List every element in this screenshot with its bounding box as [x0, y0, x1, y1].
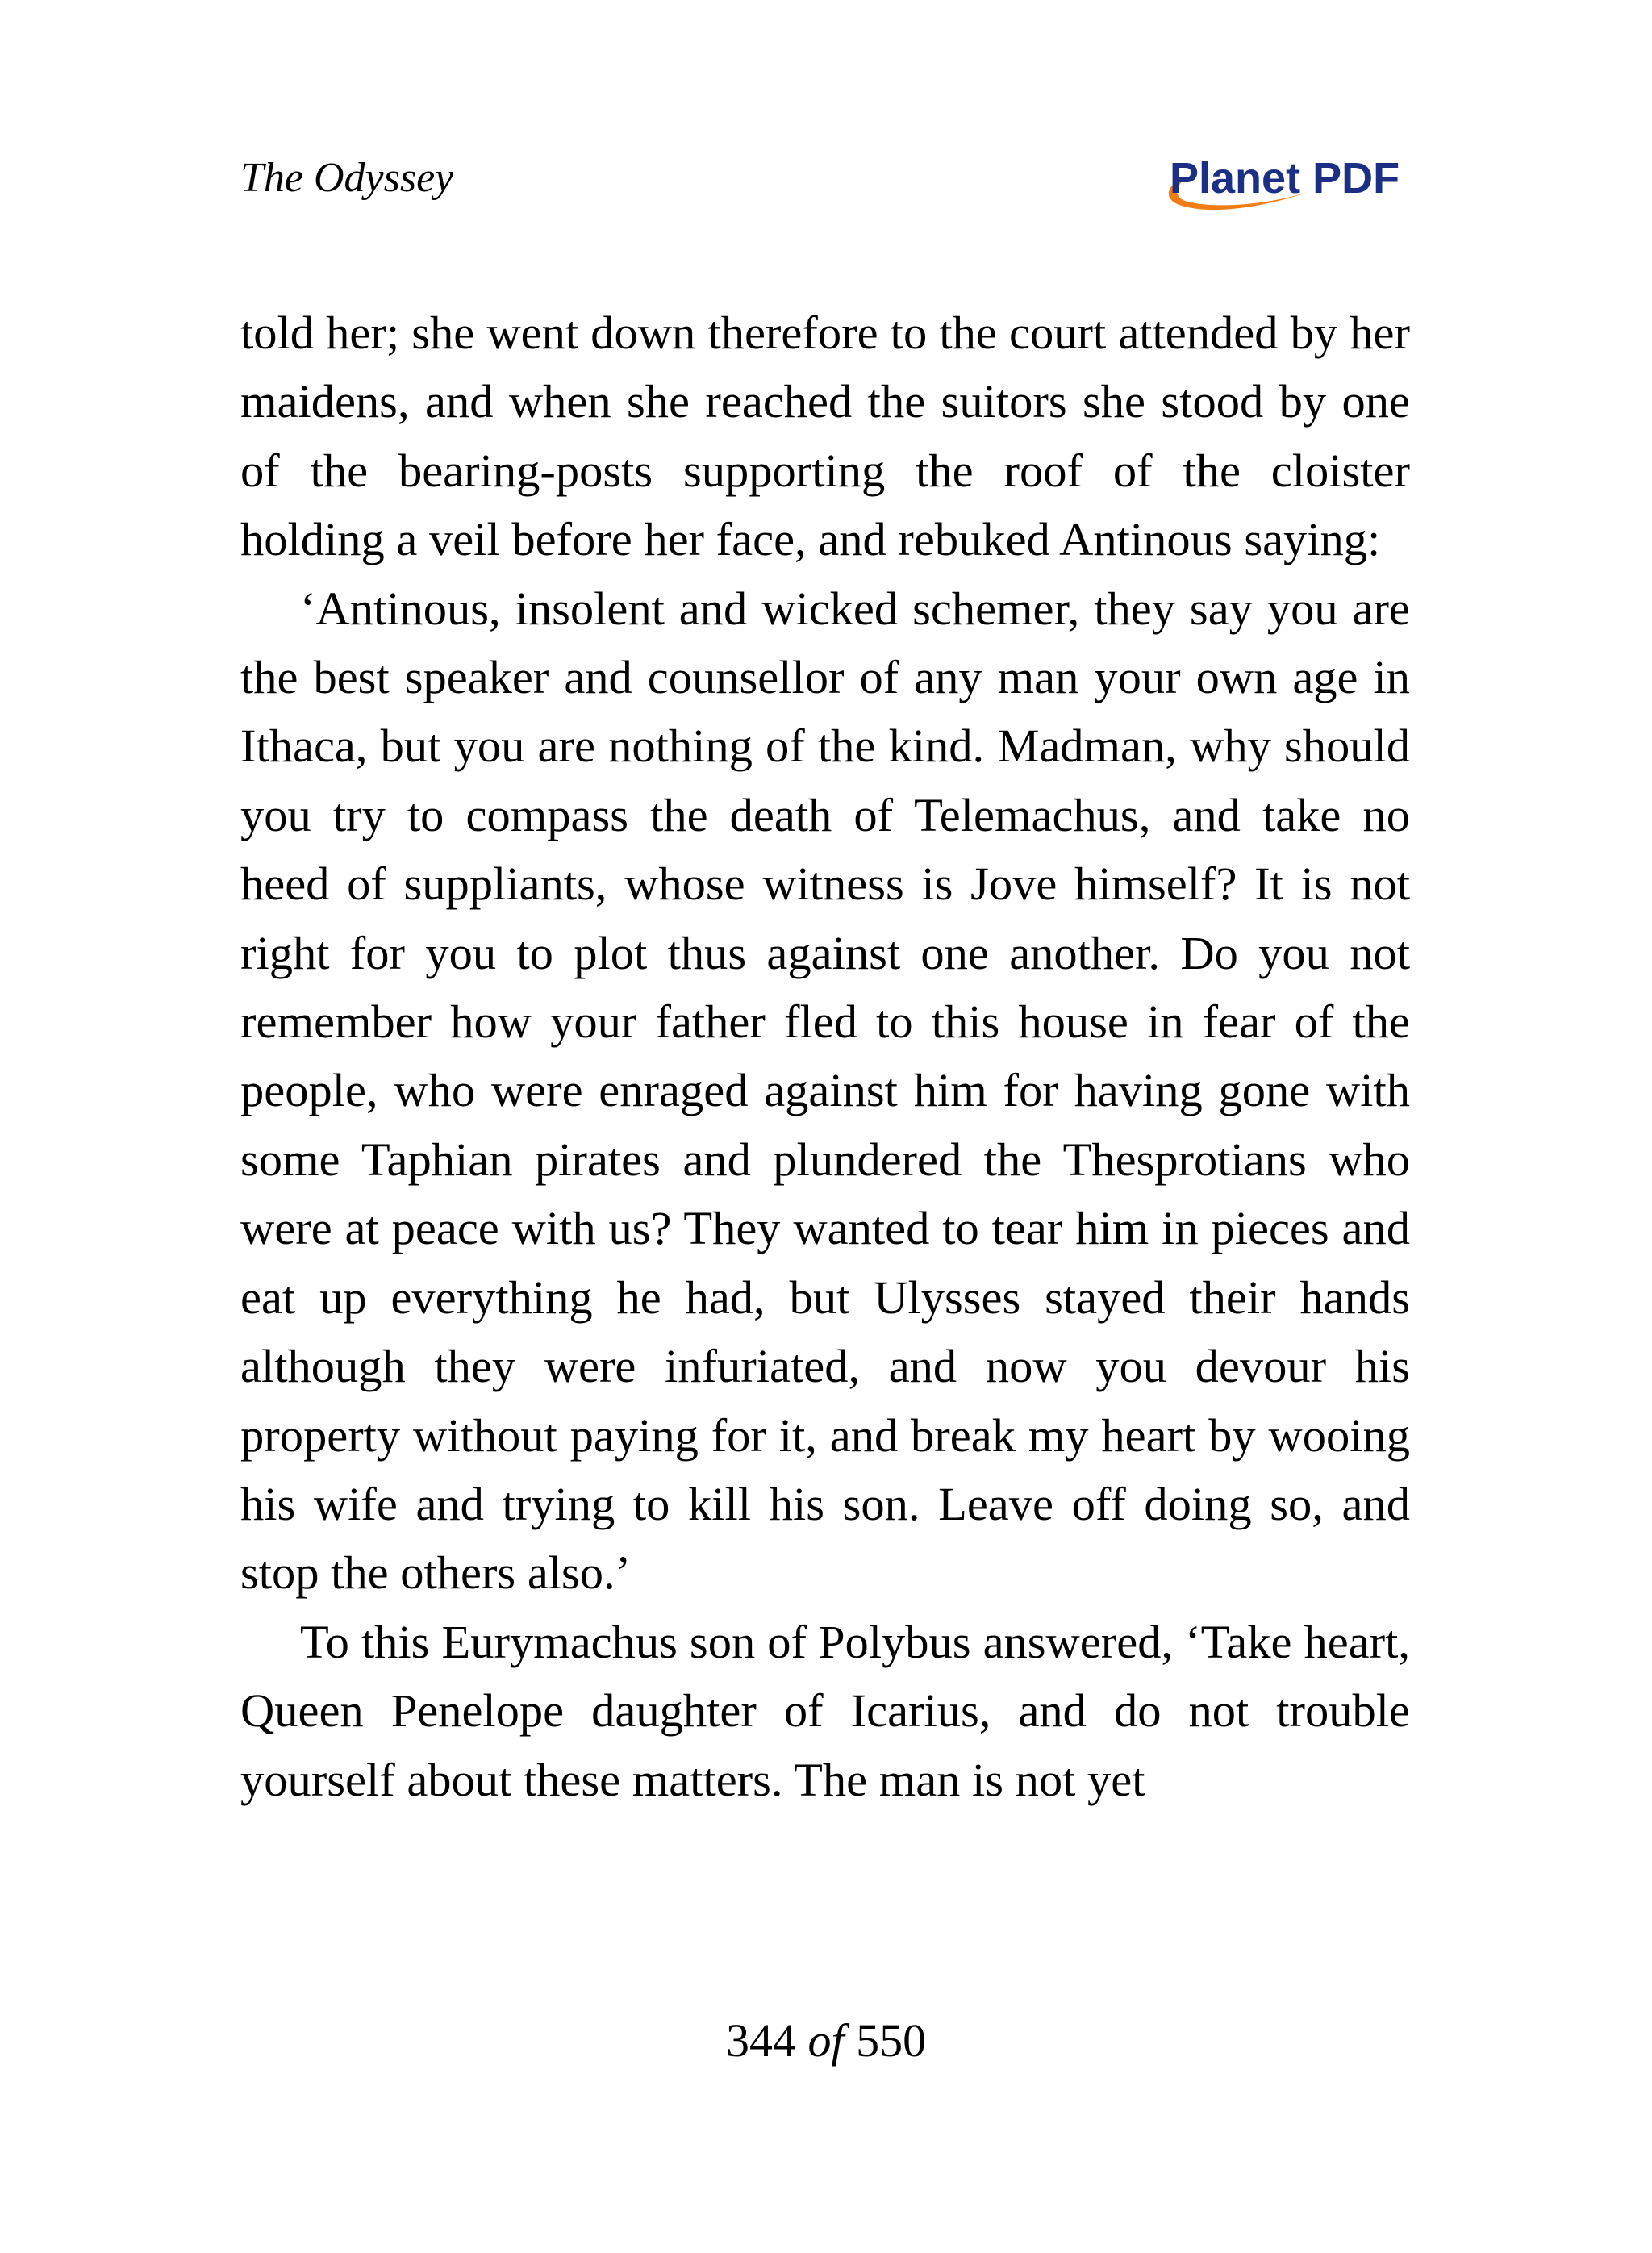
logo-word-pdf: PDF	[1312, 154, 1400, 202]
paragraph: To this Eurymachus son of Polybus answered, ‘Take heart, Queen Penelope daughter of Icarius, and do not trouble yourself about these matters. The man is not yet	[240, 1615, 1410, 1806]
paragraph: ‘Antinous, insolent and wicked schemer, they say you are the best speaker and counsellor of any man your own age in Ithaca, but you are nothing of the kind. Madman, why should you try to compass the death of Telemachus, and take no heed of suppliants, whose witness is Jove himself? It is not right for you to plot thus against one another. Do you not remember how your father fled to this house in fear of the people, who were enraged against him for having gone with some Taphian pirates and plundered the Thesprotians who were at peace with us? They wanted to tear him in pieces and eat up everything he had, but Ulysses stayed their hands although they were infuriated, and now you devour his property without paying for it, and break my heart by wooing his wife and trying to kill his son. Leave off doing so, and stop the others also.’	[240, 582, 1410, 1600]
body-text	[240, 298, 1410, 1814]
page-number-footer	[0, 2009, 1652, 2073]
of-label: of	[807, 2014, 845, 2067]
logo-word-planet: Planet	[1170, 154, 1301, 202]
paragraph: told her; she went down therefore to the court attended by her maidens, and when she reached the suitors she stood by one of the bearing-posts supporting the roof of the cloister holding a veil before her face, and rebuked Antinous saying:	[240, 307, 1410, 566]
total-pages: 550	[856, 2014, 927, 2067]
current-page-number: 344	[725, 2014, 796, 2067]
running-title: The Odyssey	[240, 155, 454, 201]
planet-pdf-logo	[1170, 150, 1412, 223]
